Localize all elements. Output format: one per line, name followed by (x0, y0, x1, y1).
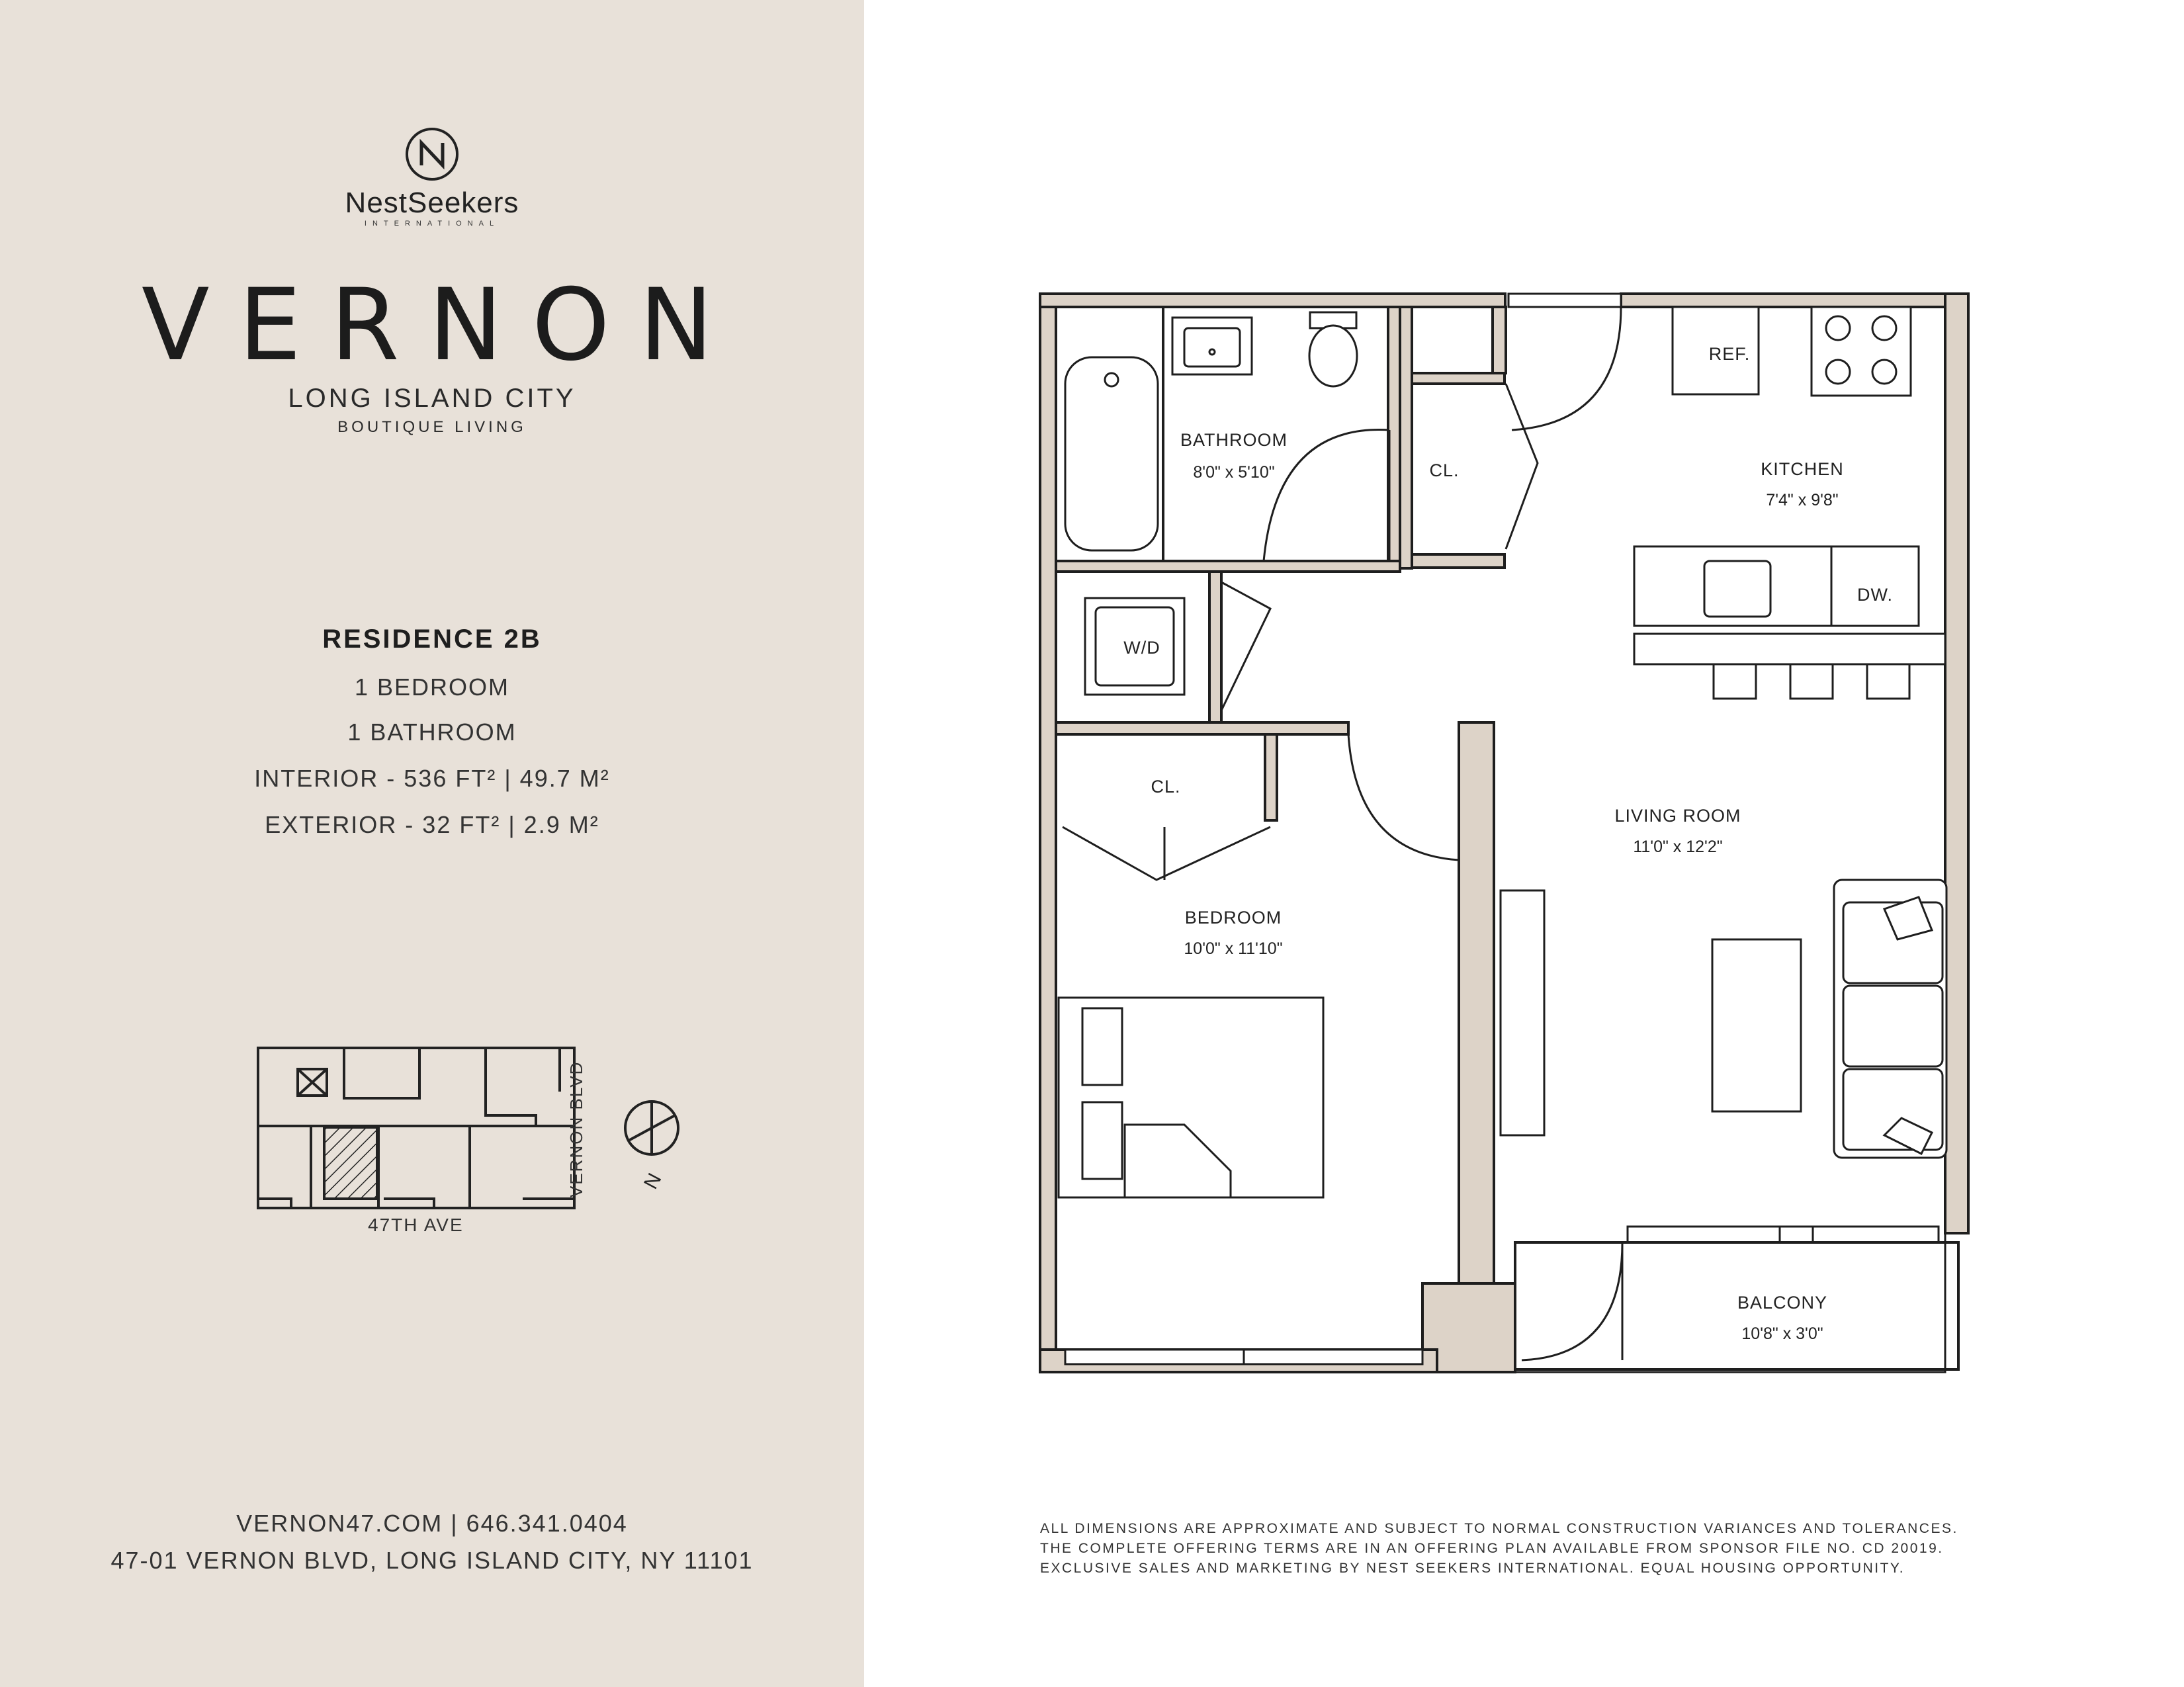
kitchen-sink-icon (1704, 561, 1770, 617)
street-label-47th-ave: 47TH AVE (368, 1215, 464, 1235)
hall-closet-label: CL. (1429, 460, 1460, 480)
bathroom-label: BATHROOM (1180, 430, 1288, 450)
key-plan (251, 1032, 688, 1231)
wall-bedroom-north (1056, 722, 1348, 734)
info-panel (0, 0, 864, 1687)
wall-west (1040, 294, 1056, 1372)
unit-highlight (324, 1127, 377, 1199)
wall-closet-west (1400, 307, 1412, 568)
bathroom-sink-icon (1172, 318, 1252, 374)
wall-bedroom-east (1459, 722, 1494, 1283)
wall-north-right (1621, 294, 1968, 307)
contact-address: 47-01 VERNON BLVD, LONG ISLAND CITY, NY 11101 (110, 1547, 754, 1574)
project-city: LONG ISLAND CITY (288, 384, 576, 413)
brand-name: NestSeekers (345, 187, 519, 219)
window-living (1628, 1227, 1939, 1242)
wall-bathroom-south (1056, 561, 1400, 572)
svg-text:N: N (640, 1170, 666, 1193)
wall-laundry-east (1209, 572, 1221, 722)
interior-area: INTERIOR - 536 FT² | 49.7 M² (254, 765, 610, 792)
opening-entry (1508, 294, 1621, 307)
floor-plan (1032, 288, 1978, 1387)
kitchen-label: KITCHEN (1761, 459, 1844, 479)
wall-north-left (1040, 294, 1505, 307)
bedroom-closet-label: CL. (1151, 777, 1181, 797)
brand-subtitle: INTERNATIONAL (364, 220, 500, 228)
balcony-dim: 10'8" x 3'0" (1741, 1324, 1823, 1343)
kitchen-dim: 7'4" x 9'8" (1766, 491, 1839, 509)
disclaimer-line-3: EXCLUSIVE SALES AND MARKETING BY NEST SEEKERS INTERNATIONAL. EQUAL HOUSING OPPORTUNITY. (1040, 1561, 1905, 1576)
disclaimer (1040, 1519, 1980, 1579)
wall-closet-upper (1493, 307, 1506, 373)
wall-closet-top (1412, 373, 1505, 384)
toilet-icon (1309, 312, 1357, 386)
disclaimer-line-1: ALL DIMENSIONS ARE APPROXIMATE AND SUBJECT TO NORMAL CONSTRUCTION VARIANCES AND TOLERANCES. (1040, 1521, 1958, 1536)
wall-closet-bottom (1412, 554, 1505, 568)
island-counter (1634, 634, 1945, 664)
disclaimer-line-2: THE COMPLETE OFFERING TERMS ARE IN AN OFFERING PLAN AVAILABLE FROM SPONSOR FILE NO. CD 20019. (1040, 1541, 1944, 1556)
bathroom-count: 1 BATHROOM (347, 718, 517, 746)
wall-bedroom-closet (1265, 734, 1277, 820)
sofa-icon (1834, 880, 1946, 1158)
tv-console (1501, 890, 1544, 1135)
dw-label: DW. (1857, 585, 1893, 605)
project-name: VERNON (141, 268, 743, 383)
residence-title: RESIDENCE 2B (322, 625, 542, 654)
wall-east (1945, 294, 1968, 1233)
bedroom-dim: 10'0" x 11'10" (1184, 939, 1283, 958)
bedroom-label: BEDROOM (1184, 908, 1282, 928)
ref-label: REF. (1708, 344, 1751, 364)
street-label-vernon-blvd: VERNON BLVD (566, 1060, 586, 1197)
stool (1714, 664, 1756, 699)
living-room-dim: 11'0" x 12'2" (1633, 838, 1723, 856)
cooktop-icon (1812, 307, 1911, 396)
bed-icon (1059, 998, 1323, 1197)
exterior-area: EXTERIOR - 32 FT² | 2.9 M² (265, 811, 599, 838)
bathtub-icon (1065, 357, 1158, 550)
living-room-label: LIVING ROOM (1614, 806, 1741, 826)
bathroom-dim: 8'0" x 5'10" (1193, 463, 1275, 482)
bedroom-count: 1 BEDROOM (354, 673, 510, 701)
stool (1867, 664, 1909, 699)
wd-label: W/D (1123, 638, 1160, 658)
contact-web-phone: VERNON47.COM | 646.341.0404 (236, 1510, 628, 1537)
coffee-table (1712, 939, 1801, 1111)
balcony-label: BALCONY (1737, 1293, 1828, 1313)
project-tagline: BOUTIQUE LIVING (337, 418, 527, 436)
stool (1790, 664, 1833, 699)
circle-n-logo-icon (404, 126, 460, 183)
north-arrow-icon (625, 1102, 678, 1193)
